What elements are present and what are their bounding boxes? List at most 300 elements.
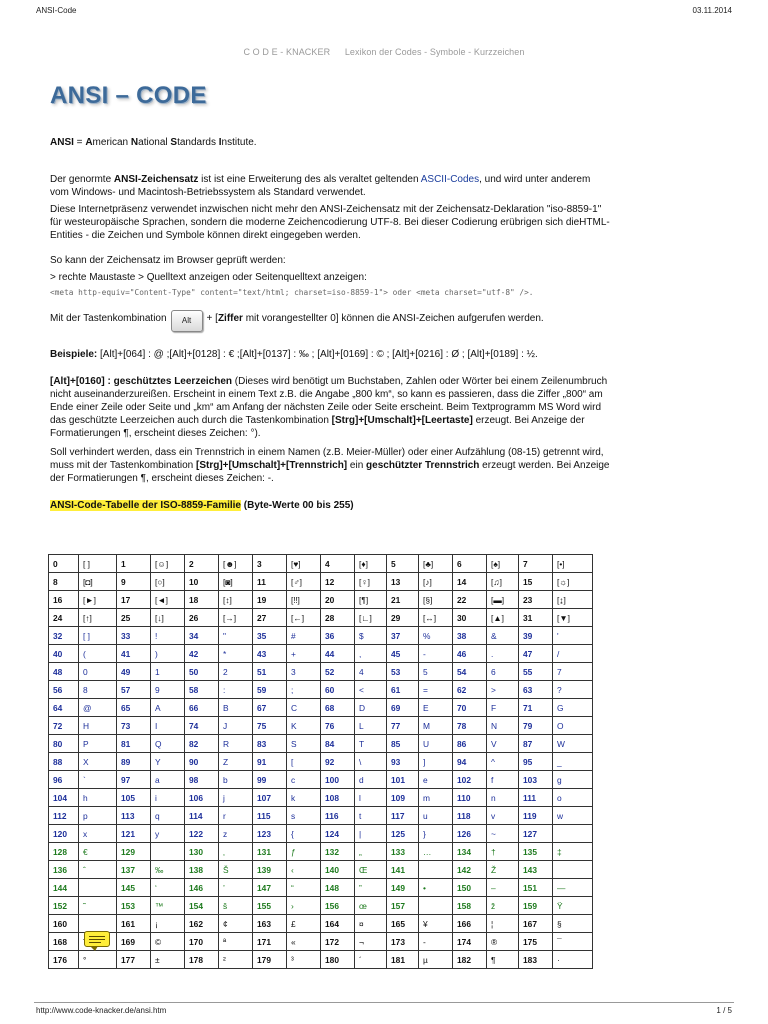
code-cell: 7 [519, 555, 553, 573]
char-cell: ¥ [419, 915, 453, 933]
code-cell: 73 [117, 717, 151, 735]
char-cell: \ [355, 753, 387, 771]
code-cell: 152 [49, 897, 79, 915]
char-cell: y [151, 825, 185, 843]
char-cell: [◘] [79, 573, 117, 591]
code-cell: 143 [519, 861, 553, 879]
code-cell: 72 [49, 717, 79, 735]
code-cell: 176 [49, 951, 79, 969]
char-cell: ¶ [487, 951, 519, 969]
code-cell: 13 [387, 573, 419, 591]
intro-line [50, 136, 610, 149]
table-row [49, 573, 593, 591]
table-row [49, 771, 593, 789]
table-row [49, 717, 593, 735]
code-cell: 135 [519, 843, 553, 861]
char-cell: H [79, 717, 117, 735]
site-subtitle: Lexikon der Codes - Symbole - Kurzzeichen [344, 47, 525, 57]
char-cell: [♠] [487, 555, 519, 573]
char-cell: > [487, 681, 519, 699]
char-cell: „ [355, 843, 387, 861]
char-cell: ‚ [219, 843, 253, 861]
code-cell: 126 [453, 825, 487, 843]
code-cell: 2 [185, 555, 219, 573]
code-cell: 37 [387, 627, 419, 645]
text: erzeugt werden. Bei Anzeige der Formatierungen ¶, erscheint dieses Zeichen: -. [50, 460, 610, 484]
table-row [49, 951, 593, 969]
char-cell: j [219, 789, 253, 807]
code-cell: 98 [185, 771, 219, 789]
char-cell: # [287, 627, 321, 645]
code-cell: 102 [453, 771, 487, 789]
char-cell: ¤ [355, 915, 387, 933]
code-cell: 106 [185, 789, 219, 807]
code-cell: 141 [387, 861, 419, 879]
code-cell: 183 [519, 951, 553, 969]
code-cell: 54 [453, 663, 487, 681]
code-cell: 153 [117, 897, 151, 915]
char-cell: I [151, 717, 185, 735]
code-cell: 59 [253, 681, 287, 699]
char-cell: = [419, 681, 453, 699]
code-cell: 48 [49, 663, 79, 681]
char-cell: ‰ [151, 861, 185, 879]
term-ziffer: Ziffer [217, 313, 243, 324]
code-cell: 56 [49, 681, 79, 699]
code-cell: 128 [49, 843, 79, 861]
code-cell: 174 [453, 933, 487, 951]
code-cell: 160 [49, 915, 79, 933]
char-cell: E [419, 699, 453, 717]
code-cell: 71 [519, 699, 553, 717]
table-row [49, 825, 593, 843]
code-cell: 138 [185, 861, 219, 879]
code-cell: 136 [49, 861, 79, 879]
code-cell: 19 [253, 591, 287, 609]
code-cell: 15 [519, 573, 553, 591]
char-cell: ’ [219, 879, 253, 897]
char-cell: § [553, 915, 593, 933]
code-cell: 148 [321, 879, 355, 897]
char-cell: ¬ [355, 933, 387, 951]
print-date: 03.11.2014 [692, 6, 732, 15]
char-cell: ª [219, 933, 253, 951]
char-cell: t [355, 807, 387, 825]
code-cell: 64 [49, 699, 79, 717]
code-cell: 144 [49, 879, 79, 897]
term-ansi-charset: ANSI-Zeichensatz [113, 174, 199, 185]
char-cell: v [487, 807, 519, 825]
code-cell: 156 [321, 897, 355, 915]
code-cell: 78 [453, 717, 487, 735]
char-cell: [§] [419, 591, 453, 609]
char-cell: 7 [553, 663, 593, 681]
code-cell: 62 [453, 681, 487, 699]
code-cell: 168 [49, 933, 79, 951]
code-cell: 109 [387, 789, 419, 807]
paragraph-nbsp [50, 375, 610, 440]
code-cell: 134 [453, 843, 487, 861]
code-cell: 150 [453, 879, 487, 897]
char-cell: ^ [487, 753, 519, 771]
code-cell: 50 [185, 663, 219, 681]
char-cell: [◙] [219, 573, 253, 591]
char-cell: [↓] [151, 609, 185, 627]
char-cell: G [553, 699, 593, 717]
code-cell: 29 [387, 609, 419, 627]
char-cell: [♥] [287, 555, 321, 573]
code-cell: 100 [321, 771, 355, 789]
char-cell: [↕] [219, 591, 253, 609]
char-cell: U [419, 735, 453, 753]
char-cell: C [287, 699, 321, 717]
char-cell: 8 [79, 681, 117, 699]
char-cell: R [219, 735, 253, 753]
char-cell: ¦ [487, 915, 519, 933]
table-row [49, 681, 593, 699]
char-cell: ƒ [287, 843, 321, 861]
char-cell: [ [287, 753, 321, 771]
code-cell: 112 [49, 807, 79, 825]
char-cell [553, 861, 593, 879]
char-cell: – [487, 879, 519, 897]
code-cell: 66 [185, 699, 219, 717]
code-cell: 80 [49, 735, 79, 753]
char-cell: 3 [287, 663, 321, 681]
code-cell: 51 [253, 663, 287, 681]
shortcut-hyphen: [Strg]+[Umschalt]+[Trennstrich] [196, 460, 348, 471]
char-cell: - [419, 933, 453, 951]
char-cell: i [151, 789, 185, 807]
code-cell: 17 [117, 591, 151, 609]
code-cell: 151 [519, 879, 553, 897]
char-cell [553, 825, 593, 843]
char-cell: ? [553, 681, 593, 699]
code-cell: 61 [387, 681, 419, 699]
char-cell: , [355, 645, 387, 663]
char-cell: [▬] [487, 591, 519, 609]
char-cell: [○] [151, 573, 185, 591]
text: (Dieses wird benötigt um Buchstaben, Zahlen oder Wörter bei einem Zeilenumbruch nicht auseinanderzureißen. Erscheint in einem Text z.B. die Angabe „800 km“, so kann es passieren, dass die Ziffer „800“ am Ende einer Zeile oder Seite und „km“ am Anfang der nächsten Zeile oder Seite erscheint. Beim Textprogramm MS Word wird das geschützte Leerzeichen auch durch die Tastenkombination [50, 376, 608, 426]
paragraph-charset [50, 173, 610, 199]
code-cell: 147 [253, 879, 287, 897]
text: , und wird unter anderem vom Windows- und Macintosh-Betriebssystem als Standard verwendet. [50, 174, 591, 198]
code-cell: 60 [321, 681, 355, 699]
article-body [50, 136, 610, 512]
char-cell: Q [151, 735, 185, 753]
char-cell: [↔] [419, 609, 453, 627]
code-cell: 125 [387, 825, 419, 843]
code-cell: 94 [453, 753, 487, 771]
footer-url[interactable]: http://www.code-knacker.de/ansi.htm [36, 1006, 167, 1015]
char-cell: @ [79, 699, 117, 717]
code-cell: 63 [519, 681, 553, 699]
char-cell: + [287, 645, 321, 663]
code-cell: 171 [253, 933, 287, 951]
code-cell: 68 [321, 699, 355, 717]
code-cell: 33 [117, 627, 151, 645]
char-cell: & [487, 627, 519, 645]
char-cell: [►] [79, 591, 117, 609]
code-cell: 95 [519, 753, 553, 771]
code-cell: 58 [185, 681, 219, 699]
code-cell: 45 [387, 645, 419, 663]
examples-text: [Alt]+[064] : @ ;[Alt]+[0128] : € ;[Alt]+[0137] : ‰ ; [Alt]+[0169] : © ; [Alt]+[0216] : Ø ; [Alt]+[0189] : ½. [97, 349, 538, 360]
code-cell: 169 [117, 933, 151, 951]
code-cell: 36 [321, 627, 355, 645]
char-cell: A [151, 699, 185, 717]
code-cell: 27 [253, 609, 287, 627]
code-cell: 79 [519, 717, 553, 735]
char-cell: ‘ [151, 879, 185, 897]
char-cell: [∟] [355, 609, 387, 627]
text: + [ [206, 313, 218, 324]
code-cell: 119 [519, 807, 553, 825]
char-cell: ) [151, 645, 185, 663]
char-cell: © [151, 933, 185, 951]
table-row [49, 915, 593, 933]
char-cell: € [79, 843, 117, 861]
char-cell: Ÿ [553, 897, 593, 915]
code-cell: 49 [117, 663, 151, 681]
code-cell: 131 [253, 843, 287, 861]
code-cell: 108 [321, 789, 355, 807]
char-cell: [↑] [79, 609, 117, 627]
meta-code-snippet: <meta http-equiv="Content-Type" content="text/html; charset=iso-8859-1"> oder <meta charset="utf-8" />. [50, 288, 534, 297]
site-brand[interactable]: C O D E - KNACKER [243, 47, 331, 57]
document-title: ANSI-Code [36, 6, 77, 15]
text: Mit der Tastenkombination [50, 313, 167, 324]
char-cell: b [219, 771, 253, 789]
letter-s: S [170, 137, 178, 148]
char-cell: 6 [487, 663, 519, 681]
char-cell: [♣] [419, 555, 453, 573]
char-cell: M [419, 717, 453, 735]
code-cell: 9 [117, 573, 151, 591]
site-header [0, 47, 768, 57]
code-cell: 16 [49, 591, 79, 609]
char-cell: T [355, 735, 387, 753]
text: ein [347, 460, 367, 471]
char-cell: [ ] [79, 627, 117, 645]
char-cell: [↨] [553, 591, 593, 609]
char-cell: ¡ [151, 915, 185, 933]
code-cell: 90 [185, 753, 219, 771]
code-cell: 69 [387, 699, 419, 717]
code-cell: 117 [387, 807, 419, 825]
char-cell: * [219, 645, 253, 663]
alt-key-icon: Alt [171, 310, 203, 332]
char-cell: ž [487, 897, 519, 915]
code-cell: 18 [185, 591, 219, 609]
table-row [49, 807, 593, 825]
code-cell: 167 [519, 915, 553, 933]
ansi-abbrev: ANSI [50, 137, 74, 148]
code-cell: 166 [453, 915, 487, 933]
code-cell: 4 [321, 555, 355, 573]
char-cell: 5 [419, 663, 453, 681]
code-cell: 103 [519, 771, 553, 789]
char-cell: 2 [219, 663, 253, 681]
code-cell: 38 [453, 627, 487, 645]
char-cell: “ [287, 879, 321, 897]
code-cell: 133 [387, 843, 419, 861]
char-cell: ˜ [79, 897, 117, 915]
table-row [49, 843, 593, 861]
char-cell: N [487, 717, 519, 735]
char-cell: ¯ [553, 933, 593, 951]
word-american: merican [92, 137, 131, 148]
char-cell: Ž [487, 861, 519, 879]
code-cell: 123 [253, 825, 287, 843]
code-cell: 75 [253, 717, 287, 735]
char-cell: Œ [355, 861, 387, 879]
table-row [49, 879, 593, 897]
code-cell: 118 [453, 807, 487, 825]
char-cell: d [355, 771, 387, 789]
code-cell: 175 [519, 933, 553, 951]
code-cell: 44 [321, 645, 355, 663]
char-cell: [♦] [355, 555, 387, 573]
char-cell: P [79, 735, 117, 753]
term-nbsp: [Alt]+[0160] : geschütztes Leerzeichen [50, 376, 232, 387]
code-cell: 172 [321, 933, 355, 951]
code-cell: 170 [185, 933, 219, 951]
char-cell: ‡ [553, 843, 593, 861]
code-cell: 146 [185, 879, 219, 897]
code-cell: 177 [117, 951, 151, 969]
term-protected-hyphen: geschützter Trennstrich [366, 460, 480, 471]
char-cell: µ [419, 951, 453, 969]
char-cell: ` [79, 771, 117, 789]
table-row [49, 735, 593, 753]
table-row [49, 627, 593, 645]
char-cell: [•] [553, 555, 593, 573]
code-cell: 76 [321, 717, 355, 735]
text: Der genormte [50, 174, 114, 185]
table-row [49, 663, 593, 681]
code-cell: 14 [453, 573, 487, 591]
code-cell: 121 [117, 825, 151, 843]
char-cell: [♂] [287, 573, 321, 591]
char-cell: h [79, 789, 117, 807]
code-cell: 161 [117, 915, 151, 933]
char-cell: [→] [219, 609, 253, 627]
char-cell: š [219, 897, 253, 915]
char-cell: X [79, 753, 117, 771]
code-cell: 181 [387, 951, 419, 969]
char-cell: [▲] [487, 609, 519, 627]
char-cell: e [419, 771, 453, 789]
table-row [49, 555, 593, 573]
char-cell: [¶] [355, 591, 387, 609]
check-line-2: > rechte Maustaste > Quelltext anzeigen oder Seitenquelltext anzeigen: [50, 272, 367, 283]
char-cell: a [151, 771, 185, 789]
char-cell: œ [355, 897, 387, 915]
char-cell [419, 861, 453, 879]
code-cell: 162 [185, 915, 219, 933]
char-cell: … [419, 843, 453, 861]
char-cell [419, 897, 453, 915]
char-cell: J [219, 717, 253, 735]
code-cell: 6 [453, 555, 487, 573]
char-cell: f [487, 771, 519, 789]
letter-a: A [85, 137, 93, 148]
char-cell: W [553, 735, 593, 753]
comment-note-icon[interactable] [84, 931, 110, 947]
table-row [49, 609, 593, 627]
char-cell: 4 [355, 663, 387, 681]
code-cell: 96 [49, 771, 79, 789]
char-cell: · [553, 951, 593, 969]
char-cell: o [553, 789, 593, 807]
code-cell: 129 [117, 843, 151, 861]
code-cell: 57 [117, 681, 151, 699]
char-cell: [♫] [487, 573, 519, 591]
code-cell: 34 [185, 627, 219, 645]
letter-n: N [130, 137, 139, 148]
char-cell: ; [287, 681, 321, 699]
code-cell: 84 [321, 735, 355, 753]
code-cell: 99 [253, 771, 287, 789]
code-cell: 85 [387, 735, 419, 753]
char-cell: [♪] [419, 573, 453, 591]
code-cell: 173 [387, 933, 419, 951]
char-cell: V [487, 735, 519, 753]
char-cell: B [219, 699, 253, 717]
code-cell: 35 [253, 627, 287, 645]
table-row [49, 645, 593, 663]
table-row [49, 789, 593, 807]
table-row [49, 861, 593, 879]
code-cell: 24 [49, 609, 79, 627]
char-cell: ! [151, 627, 185, 645]
code-cell: 82 [185, 735, 219, 753]
char-cell: [♀] [355, 573, 387, 591]
char-cell: q [151, 807, 185, 825]
ascii-codes-link[interactable]: ASCII-Codes [420, 174, 480, 185]
char-cell: ( [79, 645, 117, 663]
char-cell: { [287, 825, 321, 843]
char-cell: K [287, 717, 321, 735]
char-cell: ~ [487, 825, 519, 843]
char-cell: s [287, 807, 321, 825]
code-cell: 114 [185, 807, 219, 825]
code-cell: 43 [253, 645, 287, 663]
code-cell: 70 [453, 699, 487, 717]
char-cell: Z [219, 753, 253, 771]
char-cell: r [219, 807, 253, 825]
char-cell: [ ] [79, 555, 117, 573]
char-cell: [☺] [151, 555, 185, 573]
char-cell: [▼] [553, 609, 593, 627]
code-cell: 158 [453, 897, 487, 915]
char-cell: ” [355, 879, 387, 897]
paragraph-utf8: Diese Internetpräsenz verwendet inzwischen nicht mehr den ANSI-Zeichensatz mit der Zeichensatz-Deklaration "iso-8859-1" für westeuropäische Sprachen, sondern die moderne Zeichencodierung UTF-8. Bei dieser Codierung erübrigen sich dieHTML-Entities - die Zeichen und Symbole können direkt eingegeben werden. [50, 204, 610, 241]
code-cell: 110 [453, 789, 487, 807]
char-cell: _ [553, 753, 593, 771]
code-cell: 42 [185, 645, 219, 663]
char-cell: « [287, 933, 321, 951]
char-cell: [☻] [219, 555, 253, 573]
table-title-range: (Byte-Werte 00 bis 255) [240, 500, 354, 511]
code-cell: 89 [117, 753, 151, 771]
char-cell: / [553, 645, 593, 663]
code-cell: 53 [387, 663, 419, 681]
char-cell: [‼] [287, 591, 321, 609]
code-cell: 28 [321, 609, 355, 627]
code-cell: 179 [253, 951, 287, 969]
